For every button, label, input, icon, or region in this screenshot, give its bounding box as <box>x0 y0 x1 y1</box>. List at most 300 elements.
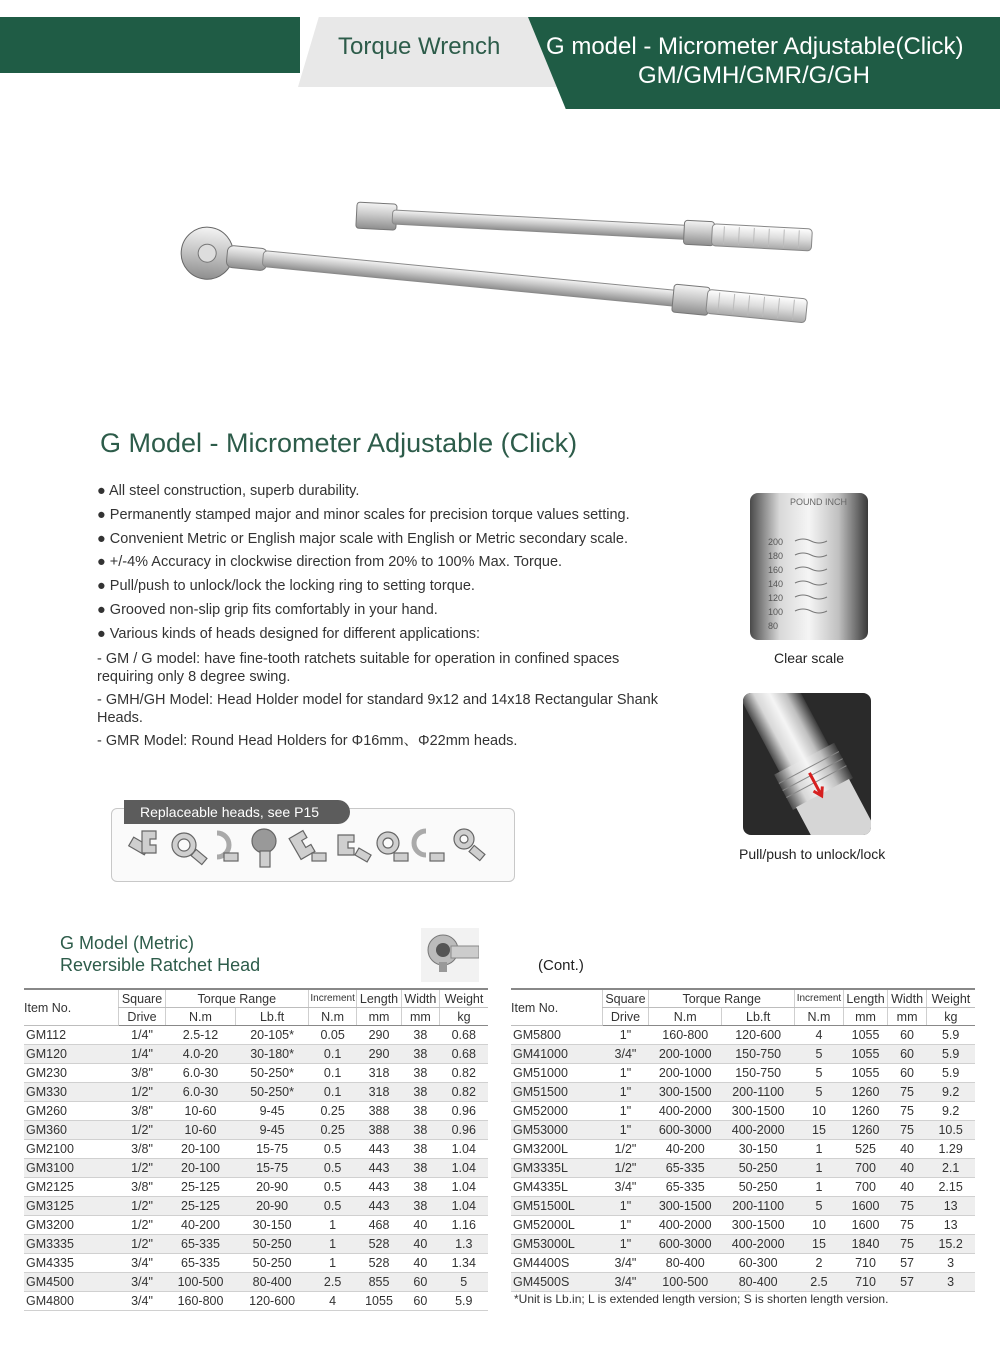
table-cell: 1055 <box>843 1045 888 1064</box>
table-cell: 1600 <box>843 1216 888 1235</box>
scale-number: 100 <box>768 607 784 617</box>
table-cell: 0.96 <box>440 1102 488 1121</box>
table-cell: 9-45 <box>236 1102 309 1121</box>
table-cell: 1055 <box>843 1064 888 1083</box>
open-end-head-icon <box>338 835 371 862</box>
table-cell: 1/2" <box>119 1121 165 1140</box>
table-cell: 443 <box>357 1197 401 1216</box>
table-cell: 1/2" <box>119 1159 165 1178</box>
table-cell: 38 <box>401 1083 439 1102</box>
table-cell: 38 <box>401 1045 439 1064</box>
header-band <box>0 17 300 73</box>
table-cell: 1/4" <box>119 1026 165 1045</box>
table-cell: 40-200 <box>649 1140 722 1159</box>
table-cell: 528 <box>357 1254 401 1273</box>
table-cell: 1055 <box>843 1026 888 1045</box>
table-cell: 60 <box>888 1064 926 1083</box>
table-row <box>24 1197 488 1216</box>
table-cell: 25-125 <box>165 1178 236 1197</box>
table-cell: 5 <box>795 1045 844 1064</box>
header-nm: N.m <box>308 1008 356 1026</box>
table-cell: 300-1500 <box>722 1216 795 1235</box>
scale-number: 200 <box>768 537 784 547</box>
table-cell: 25-125 <box>165 1197 236 1216</box>
table-cell: 3/8" <box>119 1064 165 1083</box>
table-cell: 150-750 <box>722 1045 795 1064</box>
table-cell: 1 <box>795 1178 844 1197</box>
header-mm: mm <box>888 1008 926 1026</box>
table-cell: 9.2 <box>926 1102 975 1121</box>
table-cell: 525 <box>843 1140 888 1159</box>
table-cell: GM4800 <box>24 1292 119 1311</box>
ring-head-icon <box>377 832 408 861</box>
table-cell: GM53000 <box>511 1121 602 1140</box>
table-cell: 0.96 <box>440 1121 488 1140</box>
table-cell: 38 <box>401 1026 439 1045</box>
header-torque-range: Torque Range <box>165 989 308 1008</box>
table-cell: GM260 <box>24 1102 119 1121</box>
table-cell: 60-300 <box>722 1254 795 1273</box>
table-cell: 710 <box>843 1254 888 1273</box>
table-cell: 1260 <box>843 1083 888 1102</box>
table-cell: 120-600 <box>236 1292 309 1311</box>
table-cell: GM51500L <box>511 1197 602 1216</box>
table-cell: 3/4" <box>119 1273 165 1292</box>
table-cell: 150-750 <box>722 1064 795 1083</box>
table-cell: 318 <box>357 1064 401 1083</box>
table-cell: 1260 <box>843 1102 888 1121</box>
header-mm: mm <box>357 1008 401 1026</box>
table-cell: 65-335 <box>165 1254 236 1273</box>
table-cell: 0.1 <box>308 1083 356 1102</box>
table-cell: GM330 <box>24 1083 119 1102</box>
table-row <box>511 1045 975 1064</box>
table-row <box>511 1235 975 1254</box>
table-row <box>511 1159 975 1178</box>
table-cell: 75 <box>888 1102 926 1121</box>
header-drive: Drive <box>119 1008 165 1026</box>
table-cell: GM3125 <box>24 1197 119 1216</box>
table-cell: 9-45 <box>236 1121 309 1140</box>
table-cell: 1" <box>602 1102 649 1121</box>
table-cell: 1/2" <box>602 1159 649 1178</box>
table-cell: GM4400S <box>511 1254 602 1273</box>
table-cell: 600-3000 <box>649 1235 722 1254</box>
open-end-head-icon <box>289 831 326 861</box>
table-row <box>24 1064 488 1083</box>
table-cell: 400-2000 <box>722 1121 795 1140</box>
table-cell: 40-200 <box>165 1216 236 1235</box>
table-cell: 1 <box>308 1235 356 1254</box>
header-item: Item No. <box>511 989 602 1026</box>
scale-number: 140 <box>768 579 784 589</box>
tube-head-icon <box>454 829 485 861</box>
feature-item: ● Pull/push to unlock/lock the locking ring to setting torque. <box>97 578 475 595</box>
table-cell: 60 <box>401 1273 439 1292</box>
table-cell: 20-105* <box>236 1026 309 1045</box>
table-cell: 40 <box>401 1235 439 1254</box>
table-cell: 20-90 <box>236 1197 309 1216</box>
table-cell: 13 <box>926 1216 975 1235</box>
crowfoot-head-icon <box>217 833 238 861</box>
section-title: G Model - Micrometer Adjustable (Click) <box>100 428 578 458</box>
table-cell: 40 <box>401 1254 439 1273</box>
table-cell: 40 <box>888 1140 926 1159</box>
header-increment: Increment <box>795 989 844 1008</box>
table-cell: 20-100 <box>165 1159 236 1178</box>
scale-number: 160 <box>768 565 784 575</box>
table-cell: GM3335L <box>511 1159 602 1178</box>
table-row <box>24 1292 488 1311</box>
table-cell: 75 <box>888 1216 926 1235</box>
table-cell: GM53000L <box>511 1235 602 1254</box>
table-cell: 0.82 <box>440 1083 488 1102</box>
table-row <box>24 1045 488 1064</box>
table-cell: 80-400 <box>649 1254 722 1273</box>
table-row <box>24 1159 488 1178</box>
table-row <box>511 1102 975 1121</box>
table-cell: 38 <box>401 1178 439 1197</box>
header-mm: mm <box>401 1008 439 1026</box>
table-cell: 30-150 <box>722 1140 795 1159</box>
table-cell: 15-75 <box>236 1159 309 1178</box>
table-cell: 0.5 <box>308 1178 356 1197</box>
table-cell: 20-100 <box>165 1140 236 1159</box>
table-cell: 40 <box>888 1159 926 1178</box>
table-cell: 38 <box>401 1064 439 1083</box>
header-lbft: Lb.ft <box>236 1008 309 1026</box>
table-cell: 65-335 <box>165 1235 236 1254</box>
table-cell: 290 <box>357 1045 401 1064</box>
open-end-head-icon <box>129 831 156 855</box>
torque-wrench-illustration <box>175 195 825 345</box>
header-title-line2: GM/GMH/GMR/G/GH <box>638 62 870 89</box>
header-item: Item No. <box>24 989 119 1026</box>
table-cell: 160-800 <box>165 1292 236 1311</box>
table-cell: 0.05 <box>308 1026 356 1045</box>
table-cell: 1/2" <box>119 1197 165 1216</box>
table-cell: 2.5-12 <box>165 1026 236 1045</box>
continued-label: (Cont.) <box>538 957 584 974</box>
table-cell: 388 <box>357 1102 401 1121</box>
table-cell: 160-800 <box>649 1026 722 1045</box>
table-row <box>511 1178 975 1197</box>
table-cell: 1/2" <box>119 1235 165 1254</box>
table-cell: 0.68 <box>440 1045 488 1064</box>
table-cell: 3/4" <box>602 1273 649 1292</box>
ring-head-icon <box>172 833 207 865</box>
table-cell: 0.1 <box>308 1045 356 1064</box>
table-cell: 1" <box>602 1197 649 1216</box>
table-cell: 0.5 <box>308 1140 356 1159</box>
lock-ring-photo <box>743 693 871 835</box>
header-lbft: Lb.ft <box>722 1008 795 1026</box>
table-cell: 50-250* <box>236 1083 309 1102</box>
scale-unit-label: POUND INCH <box>790 497 848 507</box>
table-cell: 15-75 <box>236 1140 309 1159</box>
table-cell: 10-60 <box>165 1121 236 1140</box>
table-cell: 1.04 <box>440 1140 488 1159</box>
table-cell: 5 <box>795 1064 844 1083</box>
table-cell: 200-1000 <box>649 1064 722 1083</box>
table-cell: 300-1500 <box>649 1083 722 1102</box>
header-drive: Drive <box>602 1008 649 1026</box>
table-cell: 20-90 <box>236 1178 309 1197</box>
table-cell: 75 <box>888 1235 926 1254</box>
table-cell: 5.9 <box>926 1064 975 1083</box>
table-row <box>511 1121 975 1140</box>
table-cell: 65-335 <box>649 1178 722 1197</box>
table-cell: 200-1100 <box>722 1083 795 1102</box>
table-cell: 1.34 <box>440 1254 488 1273</box>
table-cell: 100-500 <box>165 1273 236 1292</box>
table-cell: 65-335 <box>649 1159 722 1178</box>
table-cell: 1.04 <box>440 1178 488 1197</box>
table-row <box>24 1178 488 1197</box>
table-cell: GM41000 <box>511 1045 602 1064</box>
header-square: Square <box>119 989 165 1008</box>
table-cell: 3/4" <box>602 1178 649 1197</box>
table-cell: 50-250 <box>236 1235 309 1254</box>
table-cell: 15 <box>795 1121 844 1140</box>
table-cell: 38 <box>401 1159 439 1178</box>
table-cell: 57 <box>888 1254 926 1273</box>
table-cell: 75 <box>888 1121 926 1140</box>
table-row <box>24 1083 488 1102</box>
table-cell: 1/2" <box>119 1216 165 1235</box>
table-cell: 50-250 <box>236 1254 309 1273</box>
table-cell: GM4335L <box>511 1178 602 1197</box>
table-cell: GM51000 <box>511 1064 602 1083</box>
table-cell: 3/4" <box>119 1254 165 1273</box>
table-cell: 3 <box>926 1254 975 1273</box>
table-cell: 1260 <box>843 1121 888 1140</box>
table-cell: 1.04 <box>440 1159 488 1178</box>
table-cell: 60 <box>401 1292 439 1311</box>
header-weight: Weight <box>926 989 975 1008</box>
table-cell: 30-180* <box>236 1045 309 1064</box>
header-square: Square <box>602 989 649 1008</box>
table-cell: GM4500S <box>511 1273 602 1292</box>
table-cell: 0.5 <box>308 1159 356 1178</box>
table-cell: 50-250 <box>722 1178 795 1197</box>
table-cell: 0.1 <box>308 1064 356 1083</box>
table-cell: 3/4" <box>119 1292 165 1311</box>
table-cell: 1" <box>602 1064 649 1083</box>
table-cell: 2.5 <box>308 1273 356 1292</box>
header-nm: N.m <box>649 1008 722 1026</box>
table-cell: 38 <box>401 1102 439 1121</box>
table-row <box>24 1254 488 1273</box>
table-cell: 443 <box>357 1159 401 1178</box>
table-cell: 0.82 <box>440 1064 488 1083</box>
table-cell: 3/8" <box>119 1178 165 1197</box>
table-cell: 1.29 <box>926 1140 975 1159</box>
header-category: Torque Wrench <box>338 33 501 60</box>
table-cell: 5 <box>440 1273 488 1292</box>
header-mm: mm <box>843 1008 888 1026</box>
table-cell: 300-1500 <box>649 1197 722 1216</box>
table-cell: 75 <box>888 1197 926 1216</box>
sub-feature-item: - GM / G model: have fine-tooth ratchets suitable for operation in confined spaces requiring only 8 degree swing. <box>97 650 620 686</box>
table-cell: 3/8" <box>119 1102 165 1121</box>
table-cell: 40 <box>401 1216 439 1235</box>
table-cell: 38 <box>401 1140 439 1159</box>
header-title-line1: G model - Micrometer Adjustable(Click) <box>546 33 964 60</box>
table-cell: 1" <box>602 1083 649 1102</box>
table-row <box>24 1121 488 1140</box>
table-cell: 10-60 <box>165 1102 236 1121</box>
table-cell: GM2100 <box>24 1140 119 1159</box>
header-nm: N.m <box>165 1008 236 1026</box>
feature-item: ● Permanently stamped major and minor scales for precision torque values setting. <box>97 506 630 523</box>
table-row <box>511 1083 975 1102</box>
feature-item: ● +/-4% Accuracy in clockwise direction from 20% to 100% Max. Torque. <box>97 554 563 571</box>
table-cell: 200-1000 <box>649 1045 722 1064</box>
table-cell: 528 <box>357 1235 401 1254</box>
table-cell: 3/8" <box>119 1140 165 1159</box>
table-cell: 2.1 <box>926 1159 975 1178</box>
replaceable-heads-label: Replaceable heads, see P15 <box>124 800 350 824</box>
table-cell: 50-250 <box>722 1159 795 1178</box>
table-cell: 400-2000 <box>649 1216 722 1235</box>
table-cell: 5.9 <box>926 1026 975 1045</box>
table-row <box>511 1026 975 1045</box>
table-cell: GM360 <box>24 1121 119 1140</box>
table-cell: GM3200 <box>24 1216 119 1235</box>
table-cell: 1" <box>602 1216 649 1235</box>
table-cell: GM3200L <box>511 1140 602 1159</box>
table-cell: 1 <box>308 1254 356 1273</box>
table-cell: GM112 <box>24 1026 119 1045</box>
spec-table-left <box>24 988 488 1311</box>
ratchet-head-icon <box>252 829 276 867</box>
table-cell: GM120 <box>24 1045 119 1064</box>
table-cell: 5.9 <box>440 1292 488 1311</box>
table-cell: 0.5 <box>308 1197 356 1216</box>
table-row <box>511 1254 975 1273</box>
table-cell: 6.0-30 <box>165 1064 236 1083</box>
table-cell: 468 <box>357 1216 401 1235</box>
feature-item: ● Grooved non-slip grip fits comfortably in your hand. <box>97 601 438 618</box>
scale-number: 120 <box>768 593 784 603</box>
table-row <box>511 1197 975 1216</box>
table-cell: 443 <box>357 1140 401 1159</box>
table-cell: 80-400 <box>236 1273 309 1292</box>
table-cell: 3/4" <box>602 1254 649 1273</box>
table-cell: 15.2 <box>926 1235 975 1254</box>
feature-list <box>97 480 677 754</box>
ratchet-head-photo <box>421 928 479 982</box>
table-cell: 5 <box>795 1083 844 1102</box>
table-cell: 300-1500 <box>722 1102 795 1121</box>
table-cell: 1" <box>602 1026 649 1045</box>
table-cell: 2 <box>795 1254 844 1273</box>
header-width: Width <box>401 989 439 1008</box>
crowfoot-head-icon <box>414 831 444 861</box>
table-cell: 855 <box>357 1273 401 1292</box>
scale-number: 180 <box>768 551 784 561</box>
table-cell: GM4335 <box>24 1254 119 1273</box>
table-row <box>24 1235 488 1254</box>
sub-feature-item: - GMR Model: Round Head Holders for Φ16mm、Φ22mm heads. <box>97 732 518 749</box>
table-cell: 4 <box>308 1292 356 1311</box>
table-title-line2: Reversible Ratchet Head <box>60 955 261 975</box>
lock-caption: Pull/push to unlock/lock <box>739 846 886 862</box>
table-cell: 10 <box>795 1216 844 1235</box>
table-row <box>24 1102 488 1121</box>
table-cell: 710 <box>843 1273 888 1292</box>
header-increment: Increment <box>308 989 356 1008</box>
header-nm: N.m <box>795 1008 844 1026</box>
table-cell: 290 <box>357 1026 401 1045</box>
table-cell: 200-1100 <box>722 1197 795 1216</box>
table-cell: GM5800 <box>511 1026 602 1045</box>
feature-item: ● Various kinds of heads designed for different applications: <box>97 625 481 642</box>
sub-feature-item: - GMH/GH Model: Head Holder model for standard 9x12 and 14x18 Rectangular Shank Heads. <box>97 691 658 727</box>
table-cell: 75 <box>888 1083 926 1102</box>
table-title-line1: G Model (Metric) <box>60 933 195 953</box>
table-row <box>511 1140 975 1159</box>
table-cell: 38 <box>401 1197 439 1216</box>
table-row <box>511 1064 975 1083</box>
table-row <box>511 1216 975 1235</box>
table-cell: 388 <box>357 1121 401 1140</box>
table-cell: 60 <box>888 1045 926 1064</box>
table-cell: 443 <box>357 1178 401 1197</box>
table-cell: 3 <box>926 1273 975 1292</box>
table-cell: GM4500 <box>24 1273 119 1292</box>
clear-scale-photo <box>750 493 868 640</box>
table-footnote: *Unit is Lb.in; L is extended length version; S is shorten length version. <box>514 1292 889 1306</box>
header-width: Width <box>888 989 926 1008</box>
table-row <box>24 1026 488 1045</box>
feature-item: ● Convenient Metric or English major scale with English or Metric secondary scale. <box>97 530 628 547</box>
table-cell: 1 <box>795 1140 844 1159</box>
table-cell: 38 <box>401 1121 439 1140</box>
table-cell: 1/2" <box>602 1140 649 1159</box>
table-cell: 30-150 <box>236 1216 309 1235</box>
spec-table-right <box>511 988 975 1292</box>
header-kg: kg <box>440 1008 488 1026</box>
table-cell: GM3335 <box>24 1235 119 1254</box>
table-cell: 120-600 <box>722 1026 795 1045</box>
table-cell: 10.5 <box>926 1121 975 1140</box>
table-cell: 40 <box>888 1178 926 1197</box>
table-cell: 1.3 <box>440 1235 488 1254</box>
table-cell: GM51500 <box>511 1083 602 1102</box>
header-length: Length <box>357 989 401 1008</box>
table-cell: 0.25 <box>308 1121 356 1140</box>
table-cell: 5 <box>795 1197 844 1216</box>
table-cell: 5.9 <box>926 1045 975 1064</box>
table-cell: 1055 <box>357 1292 401 1311</box>
table-cell: 1840 <box>843 1235 888 1254</box>
table-row <box>24 1273 488 1292</box>
table-row <box>24 1216 488 1235</box>
table-cell: 1.16 <box>440 1216 488 1235</box>
table-cell: 400-2000 <box>722 1235 795 1254</box>
table-row <box>511 1273 975 1292</box>
header-kg: kg <box>926 1008 975 1026</box>
table-cell: 2.5 <box>795 1273 844 1292</box>
header-length: Length <box>843 989 888 1008</box>
header-torque-range: Torque Range <box>649 989 795 1008</box>
table-cell: 318 <box>357 1083 401 1102</box>
table-cell: GM230 <box>24 1064 119 1083</box>
table-cell: GM2125 <box>24 1178 119 1197</box>
table-cell: GM52000L <box>511 1216 602 1235</box>
